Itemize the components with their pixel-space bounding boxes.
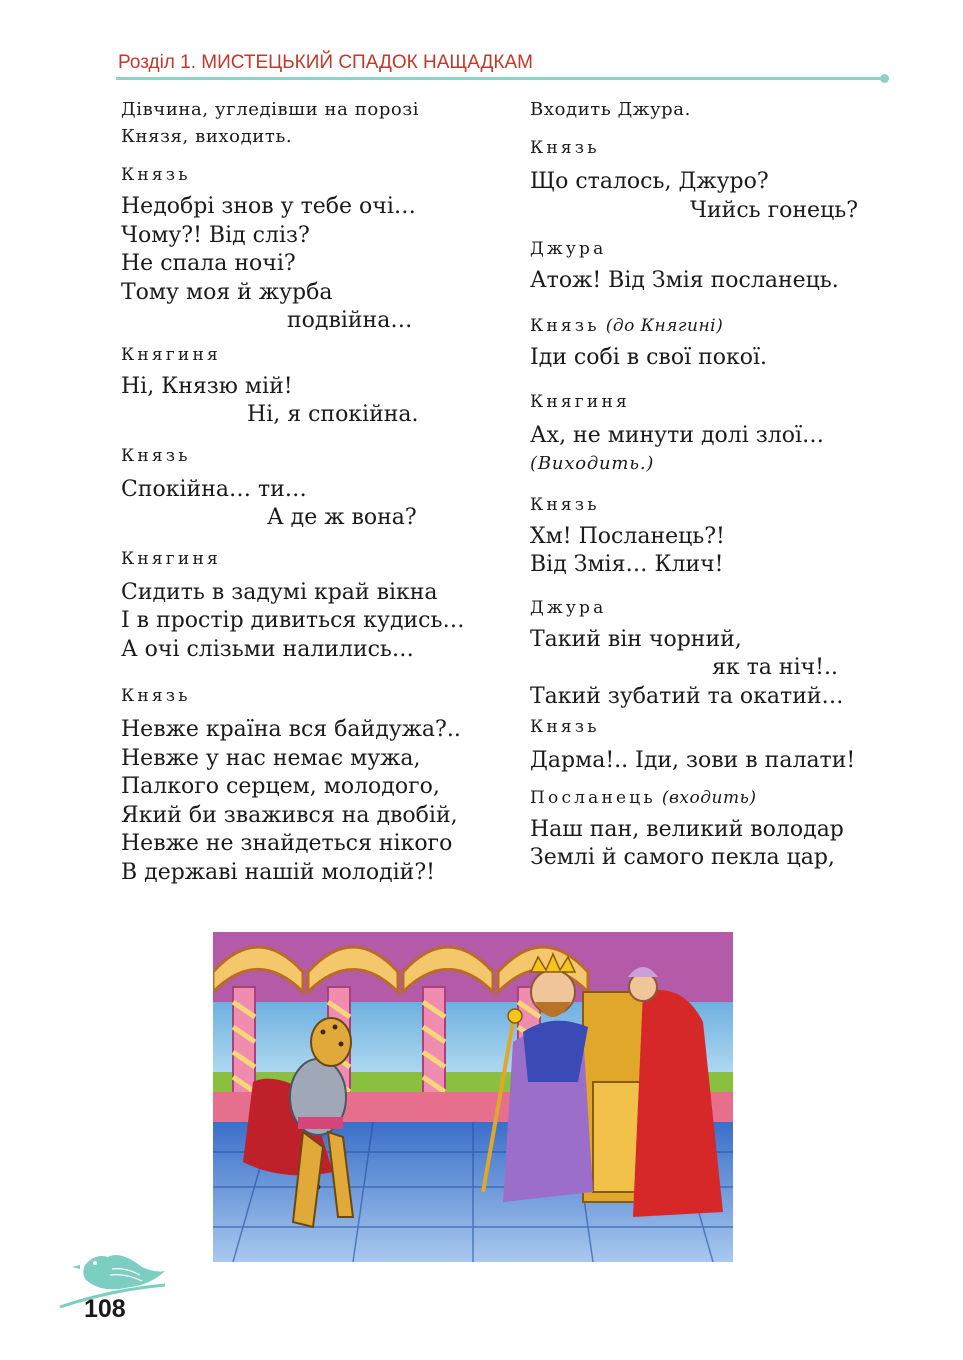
speaker-name: Посланець (530, 787, 656, 808)
verse-line: Іди собі в свої покої. (530, 344, 768, 370)
section-header: Розділ 1. МИСТЕЦЬКИЙ СПАДОК НАЩАДКАМ (118, 52, 533, 73)
speaker-line (530, 786, 890, 810)
verse-block (530, 523, 890, 580)
stage-direction (121, 96, 511, 150)
verse-line: Ні, я спокійна. (247, 402, 419, 427)
verse-line: Невже у нас немає мужа, (121, 745, 421, 771)
verse-line: Дарма!.. Іди, зови в палати! (530, 748, 856, 773)
speaker-name: Джура (530, 239, 607, 259)
illustration (213, 932, 733, 1262)
speaker-line (530, 314, 890, 338)
stage-direction (530, 451, 890, 477)
verse-line: Палкого серцем, молодого, (121, 774, 440, 799)
speaker-name: Князь (121, 165, 191, 185)
header-rule (116, 77, 884, 80)
speaker-note: (входить) (661, 787, 757, 808)
speaker-name: Джура (530, 597, 607, 618)
verse-line: Не спала ночі? (121, 251, 296, 276)
verse-block (530, 747, 890, 776)
stage-line: Дівчина, угледівши на порозі (121, 99, 420, 120)
stage-line: Князя, виходить. (121, 126, 293, 147)
speaker-note: (до Княгині) (605, 315, 724, 336)
verse-line: Чому?! Від сліз? (121, 222, 310, 248)
speaker-name: Князь (530, 315, 600, 336)
speaker-name: Княгиня (121, 344, 221, 365)
verse-line: А де ж вона? (267, 505, 417, 530)
speaker-name: Князь (121, 686, 191, 706)
verse-line: Невже не знайдеться нікого (121, 831, 453, 856)
verse-block (121, 476, 511, 533)
speaker-name: Княгиня (121, 548, 221, 569)
verse-line: Наш пан, великий володар (530, 816, 844, 842)
verse-line: Що сталось, Джуро? (530, 169, 769, 194)
verse-line: І в простір дивиться кудись… (121, 608, 465, 633)
verse-line: Чийсь гонець? (690, 197, 858, 223)
speaker-name: Князь (530, 717, 600, 737)
verse-line: Хм! Посланець?! (530, 523, 725, 549)
right-column (530, 96, 890, 873)
verse-line: Спокійна… ти… (121, 476, 307, 502)
verse-block (121, 579, 511, 665)
stage-direction (530, 96, 890, 123)
verse-line: Такий він чорний, (530, 626, 742, 652)
verse-block (530, 267, 890, 296)
speaker-name: Князь (530, 494, 600, 515)
verse-block (530, 422, 890, 451)
verse-line: А очі слізьми налились… (121, 636, 414, 662)
verse-line: Такий зубатий та окатий… (530, 683, 844, 709)
verse-line: Який би зважився на двобій, (121, 802, 458, 828)
verse-block (530, 344, 890, 373)
verse-line: Ах, не минути долі злої… (530, 423, 824, 448)
verse-line: Недобрі знов у тебе очі… (121, 194, 416, 219)
verse-block (121, 193, 511, 336)
verse-line: подвійна… (287, 308, 413, 333)
verse-block (121, 716, 511, 887)
verse-block (121, 373, 511, 430)
speaker-name: Княгиня (530, 392, 630, 412)
verse-line: Сидить в задумі край вікна (121, 579, 438, 605)
verse-block (530, 816, 890, 873)
header-rule-dot (880, 74, 889, 83)
stage-line: (Виходить.) (530, 452, 655, 474)
speaker-name: Князь (530, 138, 600, 158)
stage-line: Входить Джура. (530, 99, 691, 120)
page-number: 108 (84, 1295, 126, 1323)
verse-line: Атож! Від Змія посланець. (530, 268, 839, 293)
verse-line: Тому моя й журба (121, 279, 333, 305)
verse-block (530, 626, 890, 712)
verse-line: як та ніч!.. (712, 655, 838, 680)
verse-line: Землі й самого пекла цар, (530, 845, 835, 870)
verse-line: Від Змія… Клич! (530, 552, 724, 577)
verse-line: Невже країна вся байдужа?.. (121, 717, 461, 742)
speaker-name: Князь (121, 445, 191, 466)
left-column (121, 96, 511, 887)
verse-block (530, 168, 890, 225)
verse-line: Ні, Князю мій! (121, 373, 293, 399)
verse-line: В державі нашій молодій?! (121, 859, 435, 885)
